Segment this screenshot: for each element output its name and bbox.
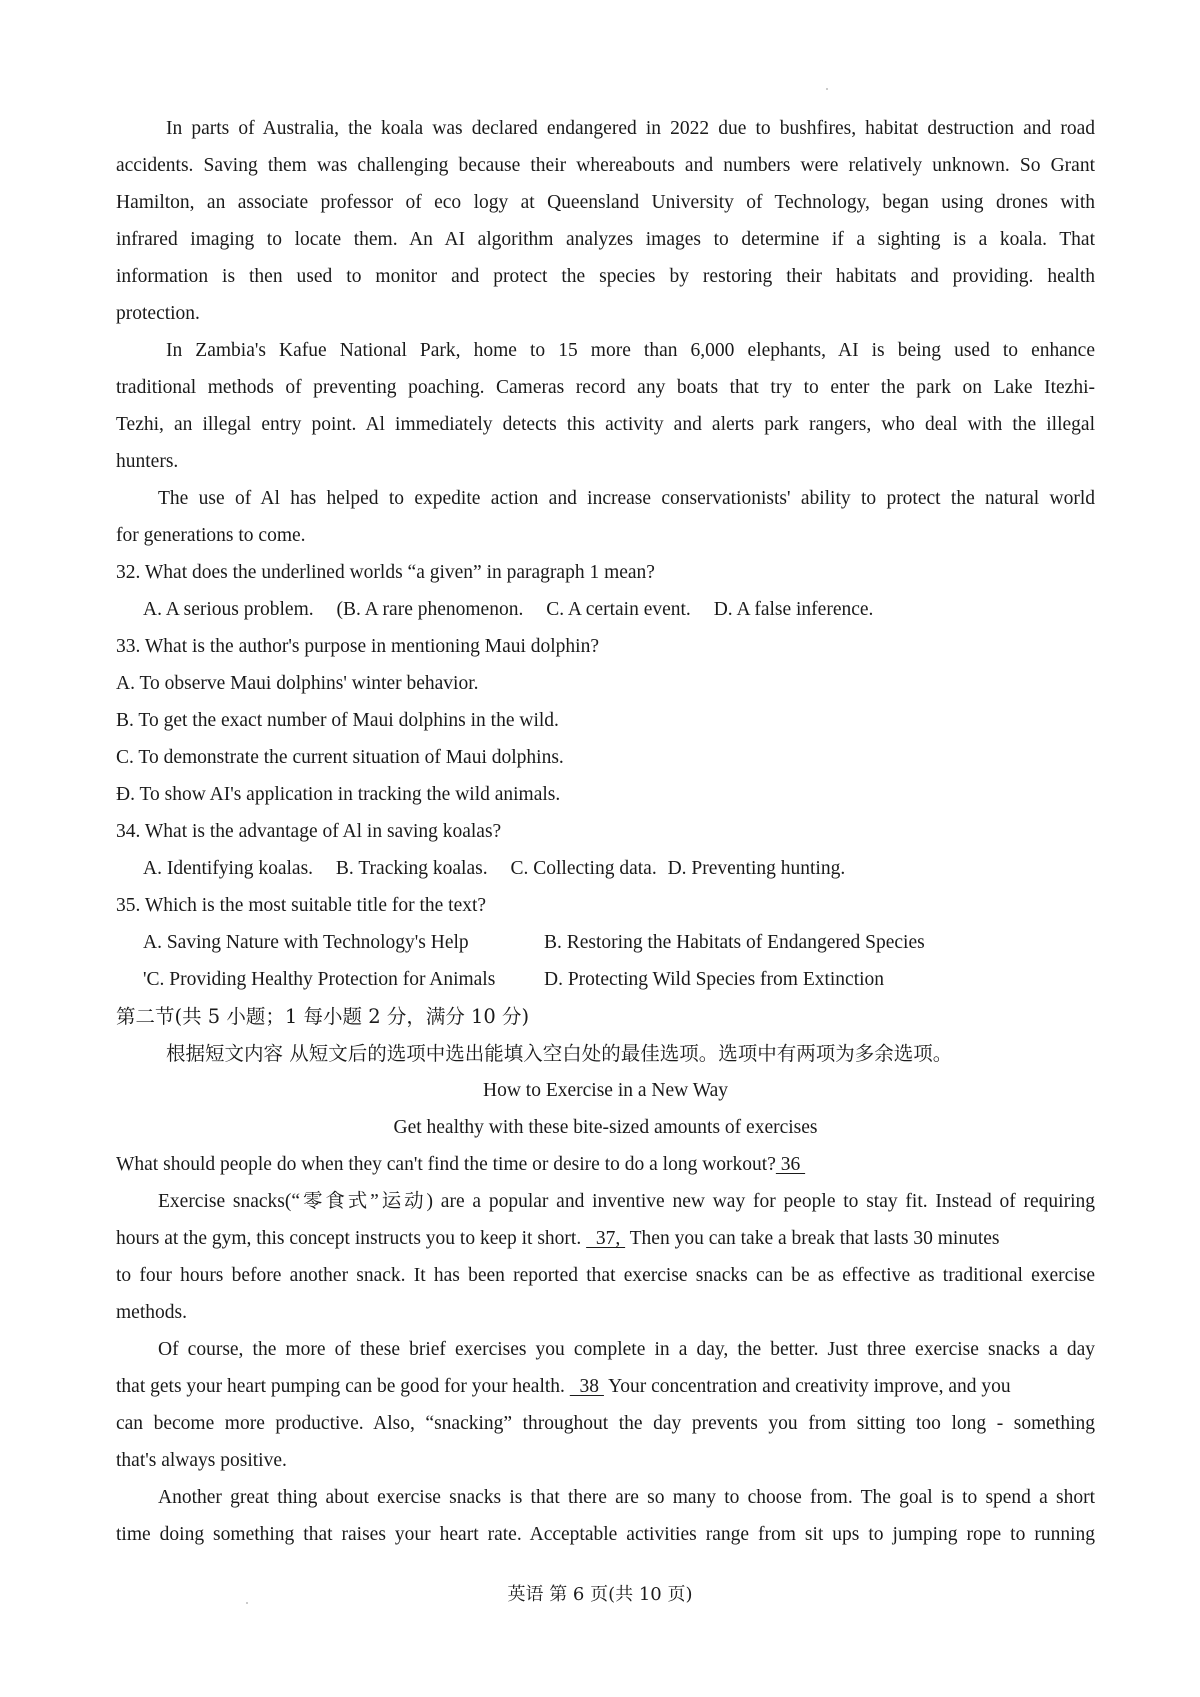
text-line: to four hours before another snack. It has been reported that exercise snacks can be as effective as traditional exercise: [116, 1265, 1095, 1286]
option-a: A. Saving Nature with Technology's Help: [143, 932, 469, 953]
option-b: B. Tracking koalas.: [335, 858, 488, 879]
option-a: A. A serious problem.: [143, 599, 314, 620]
text-line: The use of Al has helped to expedite action and increase conservationists' ability to protect the natural world: [158, 488, 1095, 509]
option-d: Đ. To show AI's application in tracking the wild animals.: [116, 784, 561, 805]
option-c: C. Collecting data.: [510, 858, 657, 879]
passage-paragraph-2: [116, 1331, 1095, 1479]
text-line: methods.: [116, 1302, 187, 1323]
text-span: hours at the gym, this concept instructs you to keep it short.: [116, 1228, 587, 1249]
options-row: [116, 961, 1095, 998]
text-line: accidents. Saving them was challenging because their whereabouts and numbers were relatively unknown. So Grant: [116, 155, 1095, 176]
text-line: for generations to come.: [116, 525, 306, 546]
text-line: Another great thing about exercise snacks is that there are so many to choose from. The goal is to spend a short: [158, 1487, 1095, 1508]
option-a: A. Identifying koalas.: [143, 858, 314, 879]
options-row: [116, 924, 1095, 961]
text-line: [116, 1220, 1095, 1257]
section-instruction: 根据短文内容 从短文后的选项中选出能填入空白处的最佳选项。选项中有两项为多余选项。: [166, 1042, 953, 1065]
page-footer: 英语 第 6 页(共 10 页): [507, 1584, 693, 1605]
passage-paragraph-1: [116, 1183, 1095, 1331]
text-line: In Zambia's Kafue National Park, home to 15 more than 6,000 elephants, AI is being used to enhance: [166, 340, 1095, 361]
section-heading: 第二节(共 5 小题；1 每小题 2 分，满分 10 分): [116, 1005, 530, 1028]
text-line: traditional methods of preventing poaching. Cameras record any boats that try to enter the park on Lake Itezhi-: [116, 377, 1095, 398]
conclusion-paragraph: [116, 480, 1095, 554]
text-span: that gets your heart pumping can be good for your health.: [116, 1376, 570, 1397]
blank-37: 37,: [586, 1228, 626, 1249]
question-stem: 33. What is the author's purpose in mentioning Maui dolphin?: [116, 636, 600, 657]
blank-36: 36: [775, 1154, 806, 1175]
option-d: D. A false inference.: [713, 599, 874, 620]
passage-subtitle: Get healthy with these bite-sized amounts of exercises: [393, 1117, 818, 1138]
text-line: hunters.: [116, 451, 179, 472]
text-line: Hamilton, an associate professor of eco logy at Queensland University of Technology, began using drones with: [116, 192, 1095, 213]
question-33: [116, 628, 1095, 813]
question-stem: 35. Which is the most suitable title for the text?: [116, 895, 487, 916]
zambia-paragraph: [116, 332, 1095, 480]
text-line: Of course, the more of these brief exercises you complete in a day, the better. Just three exercise snacks a day: [158, 1339, 1095, 1360]
text-line: that's always positive.: [116, 1450, 287, 1471]
text-line: Exercise snacks(“零食式”运动) are a popular and inventive new way for people to stay fit. Instead of requiring: [158, 1191, 1095, 1212]
question-32: [116, 554, 1095, 628]
question-34: [116, 813, 1095, 887]
text-line: infrared imaging to locate them. An AI algorithm analyzes images to determine if a sighting is a koala. That: [116, 229, 1095, 250]
option-c: C. To demonstrate the current situation of Maui dolphins.: [116, 747, 564, 768]
intro-line: [116, 1146, 1095, 1183]
koala-paragraph: [116, 110, 1095, 332]
text-line: protection.: [116, 303, 200, 324]
blank-38: 38: [569, 1376, 604, 1397]
option-b: (B. A rare phenomenon.: [336, 599, 524, 620]
option-d: D. Preventing hunting.: [667, 858, 846, 879]
text-span: Then you can take a break that lasts 30 minutes: [625, 1228, 1000, 1249]
question-stem: 34. What is the advantage of Al in saving koalas?: [116, 821, 502, 842]
question-35: [116, 887, 1095, 998]
text-line: information is then used to monitor and protect the species by restoring their habitats and providing. health: [116, 266, 1095, 287]
option-b: B. To get the exact number of Maui dolphins in the wild.: [116, 710, 559, 731]
option-d: D. Protecting Wild Species from Extinction: [544, 969, 885, 990]
option-b: B. Restoring the Habitats of Endangered Species: [544, 932, 925, 953]
option-c: 'C. Providing Healthy Protection for Animals: [143, 969, 496, 990]
text-line: can become more productive. Also, “snacking” throughout the day prevents you from sitting too long - something: [116, 1413, 1095, 1434]
text-span: Your concentration and creativity improve, and you: [603, 1376, 1011, 1397]
option-a: A. To observe Maui dolphins' winter behavior.: [116, 673, 479, 694]
scan-speck: [826, 88, 828, 90]
passage-paragraph-3: [116, 1479, 1095, 1553]
page-body: [116, 110, 1095, 1553]
question-stem: 32. What does the underlined worlds “a given” in paragraph 1 mean?: [116, 562, 655, 583]
text-line: In parts of Australia, the koala was declared endangered in 2022 due to bushfires, habitat destruction and road: [166, 118, 1095, 139]
option-c: C. A certain event.: [546, 599, 691, 620]
text-line: Tezhi, an illegal entry point. Al immediately detects this activity and alerts park rangers, who deal with the illegal: [116, 414, 1095, 435]
intro-text: What should people do when they can't find the time or desire to do a long workout?: [116, 1154, 776, 1175]
text-line: [116, 1368, 1095, 1405]
options-row: [116, 591, 1095, 628]
options-row: [116, 850, 1095, 887]
passage-title: How to Exercise in a New Way: [483, 1080, 728, 1101]
text-line: time doing something that raises your heart rate. Acceptable activities range from sit ups to jumping rope to running: [116, 1524, 1095, 1545]
